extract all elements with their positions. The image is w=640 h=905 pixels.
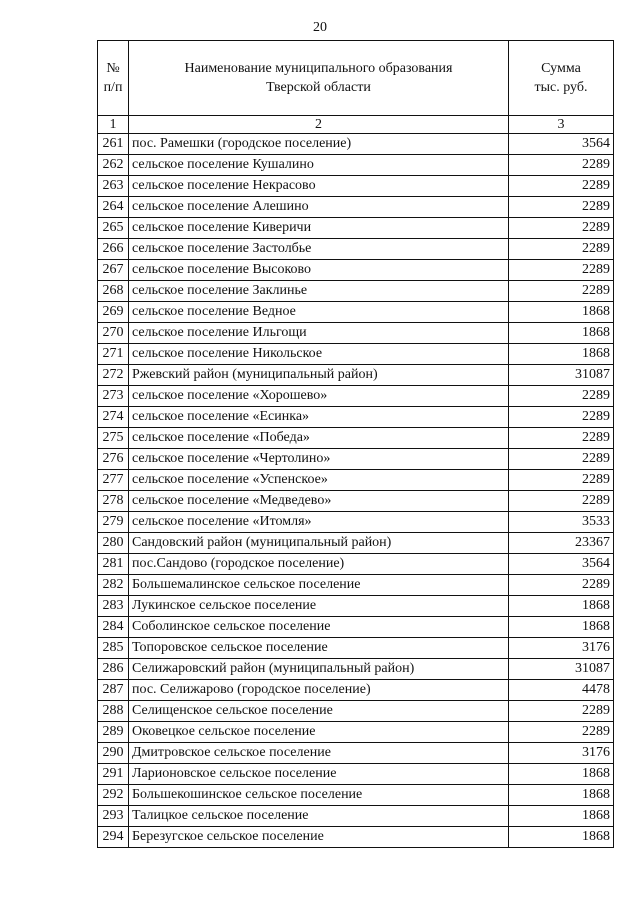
- row-number: 293: [98, 806, 129, 827]
- header-number: [98, 41, 129, 116]
- municipality-name: сельское поселение «Победа»: [129, 428, 509, 449]
- row-number: 290: [98, 743, 129, 764]
- column-index-2: 2: [129, 116, 509, 134]
- municipality-name: пос. Рамешки (городское поселение): [129, 134, 509, 155]
- amount: 1868: [509, 785, 614, 806]
- municipality-name: пос.Сандово (городское поселение): [129, 554, 509, 575]
- table-row: [98, 617, 614, 638]
- table-row: [98, 764, 614, 785]
- header-sum: [509, 41, 614, 116]
- amount: 31087: [509, 365, 614, 386]
- municipality-name: пос. Селижарово (городское поселение): [129, 680, 509, 701]
- amount: 1868: [509, 596, 614, 617]
- table-row: [98, 260, 614, 281]
- header-name: [129, 41, 509, 116]
- amount: 1868: [509, 323, 614, 344]
- table-row: [98, 827, 614, 848]
- amount: 3533: [509, 512, 614, 533]
- column-index-row: [98, 116, 614, 134]
- municipality-name: сельское поселение Никольское: [129, 344, 509, 365]
- municipality-name: Селижаровский район (муниципальный район): [129, 659, 509, 680]
- municipality-name: Талицкое сельское поселение: [129, 806, 509, 827]
- table-row: [98, 386, 614, 407]
- row-number: 288: [98, 701, 129, 722]
- amount: 2289: [509, 281, 614, 302]
- amount: 3564: [509, 554, 614, 575]
- table-header: [98, 41, 614, 134]
- row-number: 289: [98, 722, 129, 743]
- municipality-name: сельское поселение Киверичи: [129, 218, 509, 239]
- municipality-name: Дмитровское сельское поселение: [129, 743, 509, 764]
- table-row: [98, 785, 614, 806]
- header-name-line2: Тверской области: [266, 80, 371, 95]
- table-row: [98, 176, 614, 197]
- amount: 2289: [509, 407, 614, 428]
- row-number: 279: [98, 512, 129, 533]
- amount: 1868: [509, 344, 614, 365]
- row-number: 277: [98, 470, 129, 491]
- header-number-line1: №: [106, 61, 120, 76]
- amount: 1868: [509, 617, 614, 638]
- table-body: [98, 134, 614, 848]
- table-row: [98, 722, 614, 743]
- amount: 3176: [509, 638, 614, 659]
- row-number: 291: [98, 764, 129, 785]
- row-number: 281: [98, 554, 129, 575]
- table-row: [98, 449, 614, 470]
- table-row: [98, 134, 614, 155]
- municipality-name: Ларионовское сельское поселение: [129, 764, 509, 785]
- amount: 31087: [509, 659, 614, 680]
- header-sum-line1: Сумма: [541, 61, 581, 76]
- row-number: 284: [98, 617, 129, 638]
- column-index-3: 3: [509, 116, 614, 134]
- amount: 2289: [509, 155, 614, 176]
- municipality-name: сельское поселение Заклинье: [129, 281, 509, 302]
- municipality-name: Большекошинское сельское поселение: [129, 785, 509, 806]
- table-row: [98, 281, 614, 302]
- row-number: 282: [98, 575, 129, 596]
- amount: 2289: [509, 239, 614, 260]
- table-row: [98, 365, 614, 386]
- row-number: 275: [98, 428, 129, 449]
- amount: 1868: [509, 806, 614, 827]
- row-number: 278: [98, 491, 129, 512]
- header-name-line1: Наименование муниципального образования: [184, 61, 453, 76]
- amount: 2289: [509, 428, 614, 449]
- amount: 2289: [509, 218, 614, 239]
- amount: 1868: [509, 302, 614, 323]
- table-row: [98, 218, 614, 239]
- amount: 4478: [509, 680, 614, 701]
- row-number: 283: [98, 596, 129, 617]
- row-number: 280: [98, 533, 129, 554]
- table-row: [98, 596, 614, 617]
- amount: 1868: [509, 827, 614, 848]
- municipality-name: Ржевский район (муниципальный район): [129, 365, 509, 386]
- municipality-name: сельское поселение Кушалино: [129, 155, 509, 176]
- row-number: 268: [98, 281, 129, 302]
- table-row: [98, 197, 614, 218]
- municipality-name: Березугское сельское поселение: [129, 827, 509, 848]
- table-row: [98, 512, 614, 533]
- municipality-name: сельское поселение Алешино: [129, 197, 509, 218]
- amount: 3176: [509, 743, 614, 764]
- row-number: 274: [98, 407, 129, 428]
- table-row: [98, 491, 614, 512]
- header-row: [98, 41, 614, 116]
- table-row: [98, 155, 614, 176]
- municipality-name: сельское поселение Некрасово: [129, 176, 509, 197]
- row-number: 271: [98, 344, 129, 365]
- municipality-name: сельское поселение «Чертолино»: [129, 449, 509, 470]
- municipality-name: сельское поселение Ведное: [129, 302, 509, 323]
- row-number: 273: [98, 386, 129, 407]
- municipality-name: Лукинское сельское поселение: [129, 596, 509, 617]
- table-row: [98, 428, 614, 449]
- budget-table: [97, 40, 614, 848]
- row-number: 262: [98, 155, 129, 176]
- page-number: 20: [313, 20, 327, 35]
- header-number-line2: п/п: [103, 80, 123, 95]
- table-row: [98, 302, 614, 323]
- table-row: [98, 743, 614, 764]
- row-number: 266: [98, 239, 129, 260]
- amount: 2289: [509, 197, 614, 218]
- table-row: [98, 533, 614, 554]
- amount: 3564: [509, 134, 614, 155]
- amount: 2289: [509, 491, 614, 512]
- row-number: 265: [98, 218, 129, 239]
- municipality-name: сельское поселение «Успенское»: [129, 470, 509, 491]
- row-number: 286: [98, 659, 129, 680]
- row-number: 292: [98, 785, 129, 806]
- column-index-1: 1: [98, 116, 129, 134]
- municipality-name: сельское поселение «Хорошево»: [129, 386, 509, 407]
- municipality-name: сельское поселение Высоково: [129, 260, 509, 281]
- table-row: [98, 638, 614, 659]
- table-row: [98, 806, 614, 827]
- amount: 2289: [509, 722, 614, 743]
- municipality-name: Сандовский район (муниципальный район): [129, 533, 509, 554]
- table-row: [98, 575, 614, 596]
- row-number: 261: [98, 134, 129, 155]
- municipality-name: сельское поселение Застолбье: [129, 239, 509, 260]
- row-number: 267: [98, 260, 129, 281]
- row-number: 269: [98, 302, 129, 323]
- table-row: [98, 554, 614, 575]
- row-number: 270: [98, 323, 129, 344]
- table-row: [98, 323, 614, 344]
- table-row: [98, 239, 614, 260]
- header-sum-line2: тыс. руб.: [534, 80, 588, 95]
- row-number: 272: [98, 365, 129, 386]
- amount: 2289: [509, 449, 614, 470]
- municipality-name: Большемалинское сельское поселение: [129, 575, 509, 596]
- table-row: [98, 344, 614, 365]
- municipality-name: сельское поселение Ильгощи: [129, 323, 509, 344]
- row-number: 285: [98, 638, 129, 659]
- table-row: [98, 470, 614, 491]
- municipality-name: Оковецкое сельское поселение: [129, 722, 509, 743]
- row-number: 287: [98, 680, 129, 701]
- amount: 1868: [509, 764, 614, 785]
- amount: 2289: [509, 575, 614, 596]
- row-number: 276: [98, 449, 129, 470]
- municipality-name: сельское поселение «Итомля»: [129, 512, 509, 533]
- amount: 2289: [509, 386, 614, 407]
- municipality-name: Селищенское сельское поселение: [129, 701, 509, 722]
- amount: 2289: [509, 260, 614, 281]
- table-row: [98, 701, 614, 722]
- amount: 2289: [509, 176, 614, 197]
- amount: 2289: [509, 701, 614, 722]
- amount: 23367: [509, 533, 614, 554]
- amount: 2289: [509, 470, 614, 491]
- municipality-name: Топоровское сельское поселение: [129, 638, 509, 659]
- row-number: 294: [98, 827, 129, 848]
- table-row: [98, 680, 614, 701]
- table-row: [98, 407, 614, 428]
- municipality-name: сельское поселение «Есинка»: [129, 407, 509, 428]
- municipality-name: сельское поселение «Медведево»: [129, 491, 509, 512]
- table-row: [98, 659, 614, 680]
- row-number: 264: [98, 197, 129, 218]
- municipality-name: Соболинское сельское поселение: [129, 617, 509, 638]
- row-number: 263: [98, 176, 129, 197]
